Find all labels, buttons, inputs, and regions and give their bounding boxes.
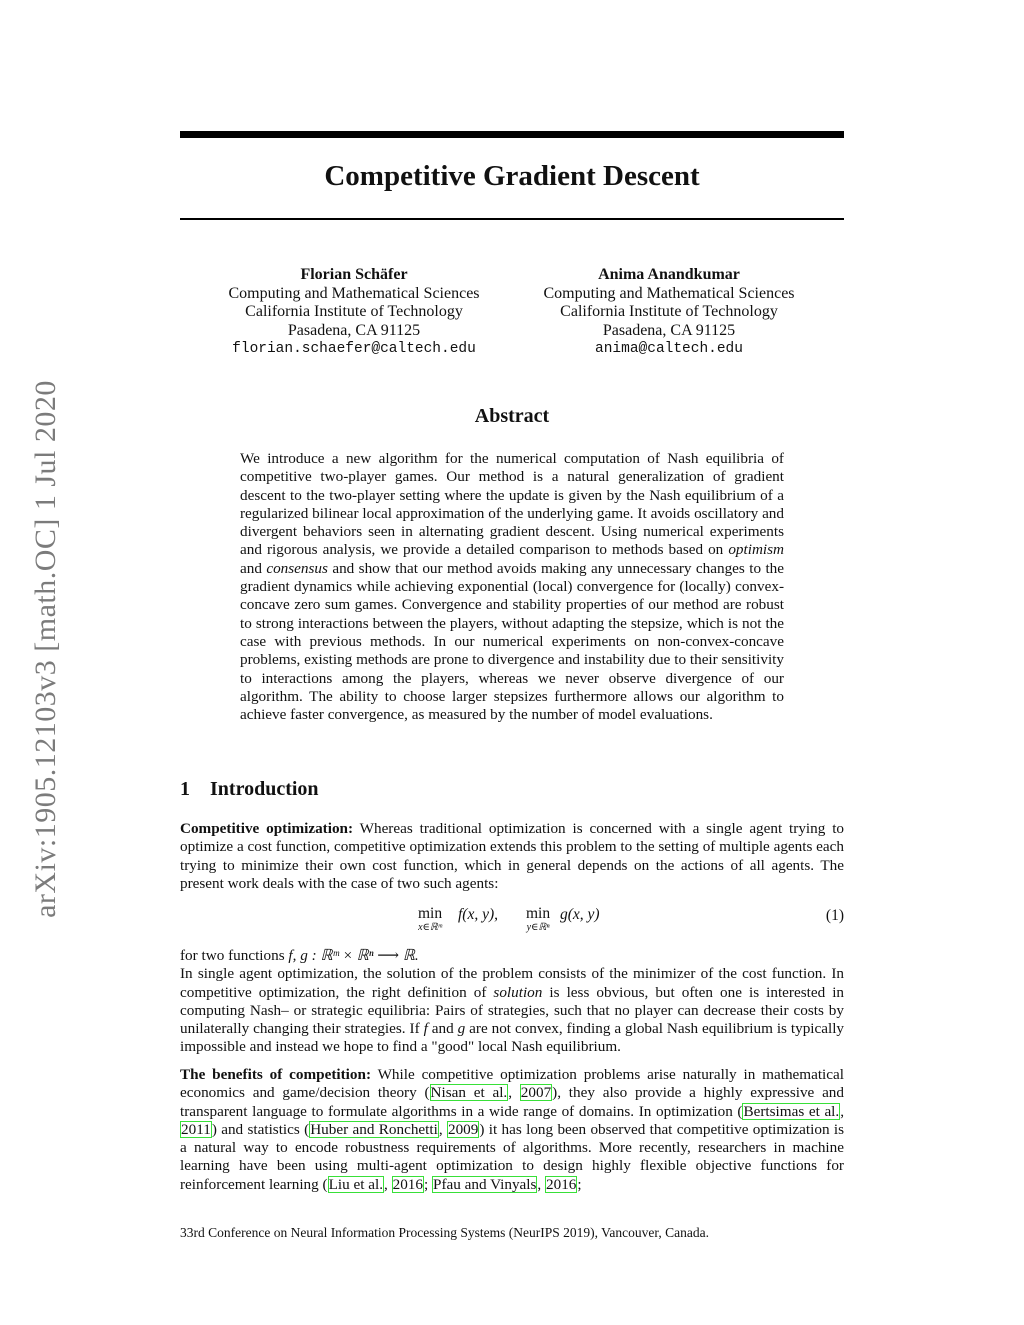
text-segment: ) and statistics ( xyxy=(211,1120,310,1138)
paragraph-benefits-of-competition xyxy=(180,1066,844,1194)
paragraph-nash-equilibria xyxy=(180,947,844,1057)
paragraph-lead: The benefits of competition: xyxy=(180,1066,371,1083)
min-label: min xyxy=(526,905,551,922)
paragraph-line-2: is less obvious, but often one is interested in computing Nash– or strategic equilibria: Pairs of strategies, such that no player can decrease their costs by unilaterally changing their strategies. If xyxy=(180,983,845,1038)
math-g: g xyxy=(457,1020,466,1038)
abstract-text xyxy=(240,450,784,724)
function-signature: f, g : ℝᵐ × ℝⁿ ⟶ ℝ. xyxy=(288,947,419,964)
citation-semicolon: ; xyxy=(423,1175,429,1193)
min-label: min xyxy=(418,905,443,922)
citation-link[interactable]: Huber and Ronchetti xyxy=(310,1120,438,1138)
paragraph-competitive-optimization xyxy=(180,820,844,893)
min-operator-x xyxy=(418,905,442,933)
for-two-functions: for two functions xyxy=(180,947,285,964)
section-number: 1 xyxy=(180,778,190,800)
citation-separator: , xyxy=(537,1175,546,1193)
author-block-1 xyxy=(204,266,504,359)
function-g: g(x, y) xyxy=(560,906,600,923)
paragraph-line-1: In single agent optimization, the solution of the problem consists of the minimizer of the cost function. In competitive optimization, the right definition of xyxy=(180,965,844,1001)
section-heading xyxy=(180,778,319,801)
citation-link[interactable]: Nisan et al. xyxy=(430,1084,508,1102)
author-institution: California Institute of Technology xyxy=(245,303,463,320)
abstract-part-1: We introduce a new algorithm for the numerical computation of Nash equilibria of competitive two-player games. Our method is a natural generalization of gradient descent to the two-player setting where the update is given by the Nash equilibrium of a regularized bilinear local approximation of the underlying game. It avoids oscillatory and divergent behaviors seen in alternating gradient descent. Using numerical experiments and rigorous analysis, we provide a detailed comparison to methods based on xyxy=(240,450,784,559)
abstract-and: and xyxy=(240,559,262,577)
citation-year-link[interactable]: 2016 xyxy=(546,1175,577,1193)
paragraph-lead: Competitive optimization: xyxy=(180,820,354,837)
text-segment: ) it has long been observed that competitive optimization is a natural way to encode robustness requirements of algorithms. More recently, researchers in machine learning have been using multi-agent optimization to design highly flexible objective functions for reinforcement learning ( xyxy=(180,1120,845,1193)
author-name: Florian Schäfer xyxy=(300,266,408,283)
author-email: florian.schaefer@caltech.edu xyxy=(232,341,476,357)
text-segment: ), they also provide a highly expressive and transparent language to formulate algorithms in a wide range of domains. In optimization ( xyxy=(180,1084,844,1120)
title-bottom-rule xyxy=(180,218,844,220)
title-top-rule xyxy=(180,131,844,138)
citation-year-link[interactable]: 2009 xyxy=(447,1120,479,1138)
citation-separator: , xyxy=(384,1175,392,1193)
citation-link[interactable]: Bertsimas et al. xyxy=(743,1102,840,1120)
equation-1 xyxy=(180,905,844,939)
function-f: f(x, y), xyxy=(458,906,499,923)
citation-separator: , xyxy=(508,1084,520,1102)
author-city: Pasadena, CA 91125 xyxy=(602,321,736,339)
term-solution: solution xyxy=(493,983,543,1001)
author-institution: California Institute of Technology xyxy=(560,303,778,320)
citation-link[interactable]: Pfau and Vinyals xyxy=(433,1175,537,1193)
text-segment: While competitive optimization problems arise naturally in mathematical economics and game/decision theory ( xyxy=(180,1066,844,1102)
citation-separator: , xyxy=(438,1120,447,1138)
citation-year-link[interactable]: 2016 xyxy=(392,1175,423,1193)
min-subscript-x: x∈ℝᵐ xyxy=(418,922,443,933)
author-block-2 xyxy=(519,266,819,359)
author-department: Computing and Mathematical Sciences xyxy=(543,284,795,302)
abstract-heading: Abstract xyxy=(474,405,550,427)
author-name: Anima Anandkumar xyxy=(598,266,740,283)
citation-semicolon: ; xyxy=(577,1175,582,1193)
citation-year-link[interactable]: 2011 xyxy=(181,1120,211,1138)
paragraph-body: Whereas traditional optimization is concerned with a single agent trying to optimize a cost function, competitive optimization extends this problem to the setting of multiple agents each trying to minimize their own cost function, which in general depends on the actions of all agents. The present work deals with the case of two such agents: xyxy=(180,820,845,892)
citation-separator: , xyxy=(840,1102,845,1120)
equation-number: (1) xyxy=(825,907,844,924)
term-optimism: optimism xyxy=(728,541,785,559)
author-city: Pasadena, CA 91125 xyxy=(287,321,421,339)
term-consensus: consensus xyxy=(266,559,328,577)
citation-year-link[interactable]: 2007 xyxy=(520,1084,552,1102)
author-department: Computing and Mathematical Sciences xyxy=(228,284,480,302)
author-email: anima@caltech.edu xyxy=(595,341,743,357)
word-and: and xyxy=(431,1020,454,1038)
min-subscript-y: y∈ℝⁿ xyxy=(526,922,550,933)
min-operator-y xyxy=(526,905,550,933)
paragraph-line-3: are not convex, finding a global Nash equilibrium is typically impossible and instead we hope to find a "good" local Nash equilibrium. xyxy=(180,1020,845,1056)
conference-footnote: 33rd Conference on Neural Information Processing Systems (NeurIPS 2019), Vancouver, Canada. xyxy=(180,1225,709,1240)
abstract-part-2: and show that our method avoids making any unnecessary changes to the gradient dynamics while achieving exponential (local) convergence for (locally) convex-concave zero sum games. Convergence and stability properties of our method are robust to strong interactions between the players, without adapting the stepsize, which is not the case with previous methods. In our numerical experiments on non-convex-concave problems, existing methods are prone to divergence and instability due to their sensitivity to interactions among the players, whereas we never observe divergence of our algorithm. The ability to choose larger stepsizes furthermore allows our algorithm to achieve faster convergence, as measured by the number of model evaluations. xyxy=(240,559,785,724)
citation-link[interactable]: Liu et al. xyxy=(328,1175,383,1193)
paper-title: Competitive Gradient Descent xyxy=(324,160,700,192)
arxiv-id-text: arXiv:1905.12103v3 [math.OC] 1 Jul 2020 xyxy=(29,380,62,918)
section-title: Introduction xyxy=(210,778,319,800)
math-f: f xyxy=(423,1020,428,1038)
